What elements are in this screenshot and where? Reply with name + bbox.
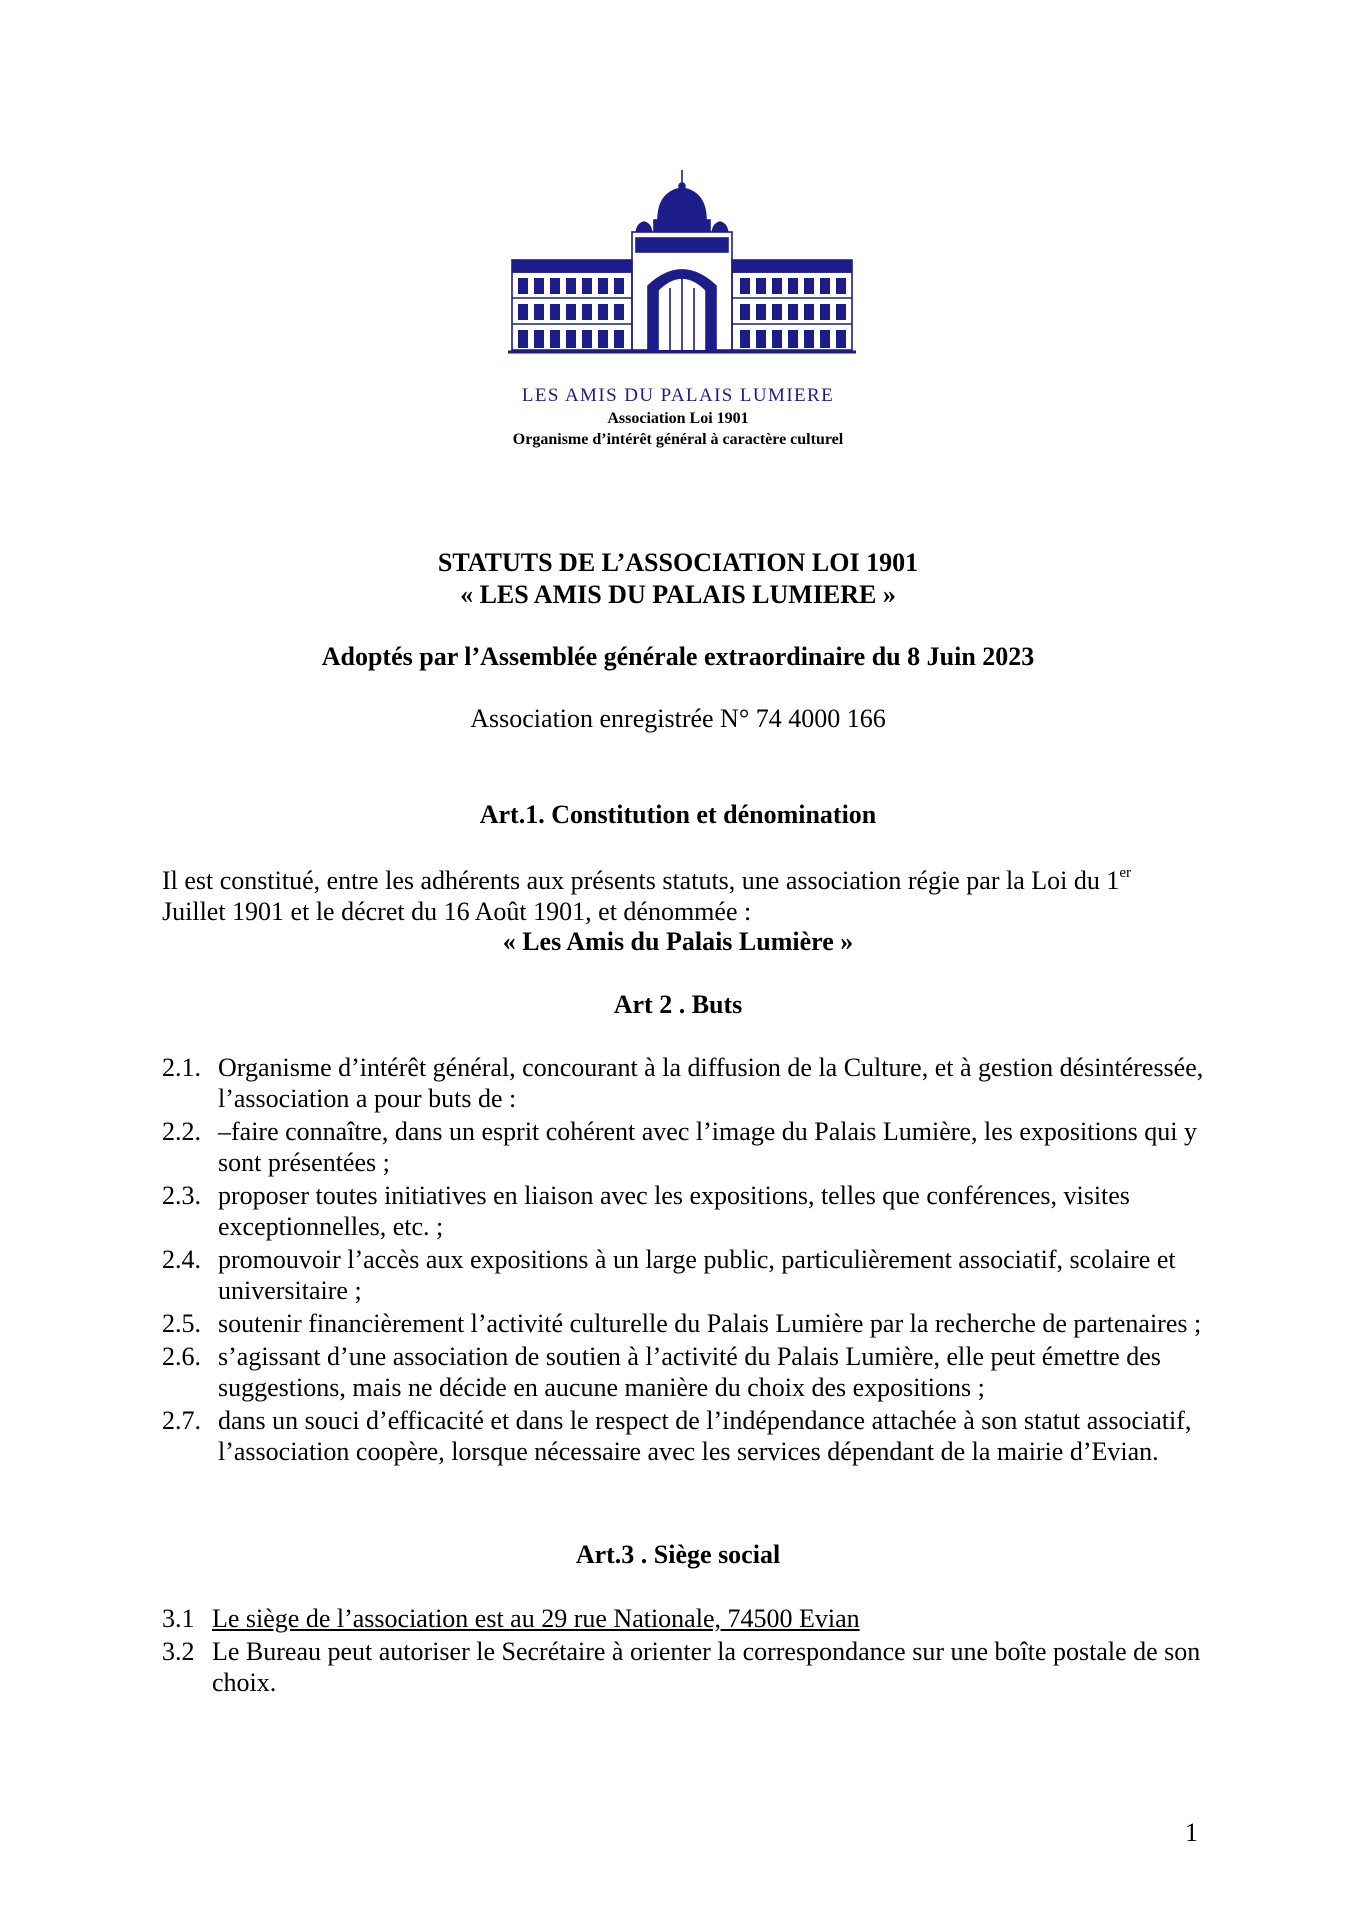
- item-number: 3.1: [162, 1604, 195, 1633]
- page-number: 1: [1185, 1818, 1198, 1847]
- item-text: dans un souci d’efficacité et dans le respect de l’indépendance attachée à son statut associatif, l’association coopère, lorsque nécessaire avec les services dépendant de la mairie d’Evian.: [218, 1406, 1192, 1466]
- art1-text: [162, 865, 1222, 927]
- list-item: [162, 1308, 1222, 1339]
- item-text: proposer toutes initiatives en liaison avec les expositions, telles que conférences, visites exceptionnelles, etc. ;: [218, 1181, 1130, 1241]
- art3-heading: Art.3 . Siège social: [575, 1540, 781, 1569]
- art1-superscript: er: [1119, 865, 1132, 882]
- list-item: [162, 1636, 1222, 1698]
- item-number: 2.4.: [162, 1245, 201, 1274]
- item-text: –faire connaître, dans un esprit cohérent avec l’image du Palais Lumière, les expositions qui y sont présentées ;: [218, 1117, 1198, 1177]
- association-name-header: LES AMIS DU PALAIS LUMIERE: [521, 385, 835, 406]
- item-text: Organisme d’intérêt général, concourant à la diffusion de la Culture, et à gestion désintéressée, l’association a pour buts de :: [218, 1053, 1204, 1113]
- list-item: [162, 1341, 1222, 1403]
- association-type-line: Association Loi 1901: [607, 410, 749, 427]
- item-number: 2.3.: [162, 1181, 201, 1210]
- item-text: Le siège de l’association est au 29 rue Nationale, 74500 Evian: [212, 1604, 860, 1633]
- list-item: [162, 1116, 1222, 1178]
- list-item: [162, 1052, 1222, 1114]
- art2-heading: Art 2 . Buts: [613, 990, 743, 1019]
- list-item: [162, 1180, 1222, 1242]
- art1-text-part1: Il est constitué, entre les adhérents aux présents statuts, une association régie par la Loi du 1: [162, 866, 1120, 895]
- art1-heading: Art.1. Constitution et dénomination: [479, 800, 877, 829]
- palais-lumiere-logo: [508, 168, 856, 358]
- item-text: soutenir financièrement l’activité culturelle du Palais Lumière par la recherche de partenaires ;: [218, 1309, 1202, 1338]
- item-text: s’agissant d’une association de soutien à l’activité du Palais Lumière, elle peut émettre des suggestions, mais ne décide en aucune manière du choix des expositions ;: [218, 1342, 1161, 1402]
- item-number: 2.5.: [162, 1309, 201, 1338]
- list-item: [162, 1244, 1222, 1306]
- art2-list: [162, 1052, 1222, 1469]
- item-number: 3.2: [162, 1637, 195, 1666]
- item-number: 2.1.: [162, 1053, 201, 1082]
- item-number: 2.2.: [162, 1117, 201, 1146]
- item-number: 2.7.: [162, 1406, 201, 1435]
- registration-number: Association enregistrée N° 74 4000 166: [470, 704, 886, 733]
- item-number: 2.6.: [162, 1342, 201, 1371]
- item-text: Le Bureau peut autoriser le Secrétaire à orienter la correspondance sur une boîte postale de son choix.: [212, 1637, 1201, 1697]
- association-quoted-name: « Les Amis du Palais Lumière »: [502, 927, 854, 956]
- document-title-line2: « LES AMIS DU PALAIS LUMIERE »: [460, 580, 896, 609]
- list-item: [162, 1405, 1222, 1467]
- art3-list: [162, 1603, 1222, 1700]
- list-item: [162, 1603, 1222, 1634]
- item-text: promouvoir l’accès aux expositions à un large public, particulièrement associatif, scolaire et universitaire ;: [218, 1245, 1176, 1305]
- art1-text-part2: Juillet 1901 et le décret du 16 Août 1901, et dénommée :: [162, 897, 752, 926]
- document-title-line1: STATUTS DE L’ASSOCIATION LOI 1901: [437, 548, 919, 577]
- association-status-line: Organisme d’intérêt général à caractère culturel: [512, 431, 844, 448]
- adoption-statement: Adoptés par l’Assemblée générale extraordinaire du 8 Juin 2023: [321, 642, 1035, 671]
